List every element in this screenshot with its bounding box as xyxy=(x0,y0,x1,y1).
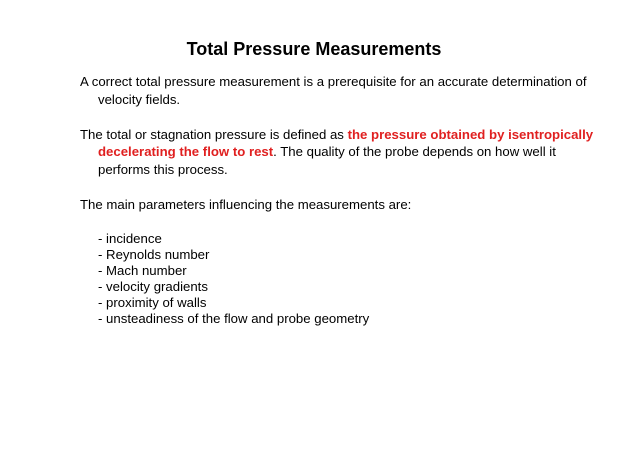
parameters-list xyxy=(80,231,600,327)
list-item: - incidence xyxy=(98,230,162,246)
slide-body xyxy=(80,73,600,327)
slide-title: Total Pressure Measurements xyxy=(186,39,442,59)
paragraph-intro: A correct total pressure measurement is a prerequisite for an accurate determination of velocity fields. xyxy=(80,74,587,107)
definition-highlight: the pressure obtained by isentropically decelerating the flow to rest xyxy=(98,126,594,159)
list-item: - Mach number xyxy=(98,262,187,278)
list-item: - unsteadiness of the flow and probe geometry xyxy=(98,310,370,326)
list-item: - Reynolds number xyxy=(98,246,210,262)
paragraph-definition xyxy=(80,126,600,179)
paragraph-parameters-intro: The main parameters influencing the measurements are: xyxy=(80,196,412,212)
definition-text-after: . The quality of the probe depends on how well it performs this process. xyxy=(98,144,556,177)
definition-text-before: The total or stagnation pressure is defined as xyxy=(80,126,348,142)
list-item: - proximity of walls xyxy=(98,294,207,310)
list-item: - velocity gradients xyxy=(98,278,208,294)
